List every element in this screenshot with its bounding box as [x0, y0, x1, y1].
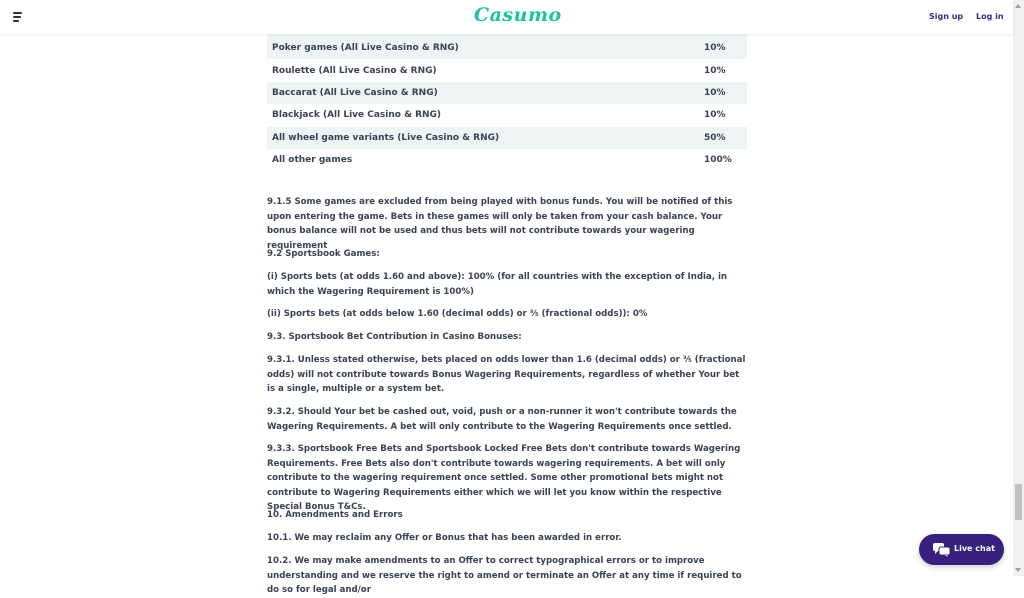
table-row	[267, 127, 747, 149]
table-row	[267, 37, 747, 59]
game-cell: Poker games (All Live Casino & RNG)	[267, 37, 699, 59]
table-row	[267, 82, 747, 104]
game-cell: All wheel game variants (Live Casino & RNG)	[267, 127, 699, 149]
login-link[interactable]: Log in	[976, 12, 1004, 21]
clause-9-3-2: 9.3.2. Should Your bet be cashed out, void, push or a non-runner it won't contribute towards the Wagering Requirements. A bet will only contribute to the Wagering Requirements once settled.	[267, 407, 737, 432]
vertical-scrollbar[interactable]	[1013, 0, 1024, 576]
clause-9-2-heading: 9.2 Sportsbook Games:	[267, 249, 380, 259]
clause-9-1-5: 9.1.5 Some games are excluded from being played with bonus funds. You will be notified of this upon entering the game. Bets in these games will only be taken from your cash balance. Your bonus balance will not be used and thus bets will not contribute towards your wagering requirement	[267, 197, 733, 251]
signup-link[interactable]: Sign up	[929, 12, 964, 21]
clause-9-2-i: (i) Sports bets (at odds 1.60 and above): 100% (for all countries with the exception of India, in which the Wagering Requirement is 100%)	[267, 272, 728, 297]
clause-9-3-heading: 9.3. Sportsbook Bet Contribution in Casino Bonuses:	[267, 332, 522, 342]
percent-cell: 10%	[704, 65, 726, 76]
game-cell: Roulette (All Live Casino & RNG)	[272, 65, 437, 76]
table-row	[267, 149, 747, 171]
live-chat-label: Live chat	[954, 544, 995, 553]
clause-10-2: 10.2. We may make amendments to an Offer to correct typographical errors or to improve understanding and we reserve the right to amend or terminate an Offer at any time if required to do so for legal and/or	[267, 556, 742, 595]
game-contribution-table	[267, 37, 747, 171]
clause-9-3-1: 9.3.1. Unless stated otherwise, bets placed on odds lower than 1.6 (decimal odds) or ⅗ (fractional odds) will not contribute towards Bonus Wagering Requirements, regardless of whether Your bet is a single, multiple or a system bet.	[267, 355, 746, 394]
clause-10-1: 10.1. We may reclaim any Offer or Bonus that has been awarded in error.	[267, 533, 622, 543]
percent-cell: 10%	[699, 37, 747, 59]
table-row	[267, 104, 747, 126]
game-cell: All other games	[272, 155, 353, 166]
clause-10-heading: 10. Amendments and Errors	[267, 510, 403, 520]
scroll-down-arrow-icon[interactable]	[1015, 568, 1021, 572]
clause-9-2-ii: (ii) Sports bets (at odds below 1.60 (decimal odds) or ⅗ (fractional odds)): 0%	[267, 309, 648, 319]
clause-9-3-3: 9.3.3. Sportsbook Free Bets and Sportsbook Locked Free Bets don't contribute towards Wagering Requirements. Free Bets also don't contribute towards wagering requirements. A bet will only contribute to the wagering requirement once settled. Some other promotional bets might not contribute to Wagering Requirements either which we will let you know within the respective Special Bonus T&Cs.	[267, 444, 741, 512]
scrollbar-thumb[interactable]	[1015, 484, 1022, 520]
percent-cell: 10%	[704, 110, 726, 121]
terms-content	[267, 34, 747, 171]
casumo-logo[interactable]: Casumo	[474, 4, 562, 26]
live-chat-button[interactable]	[919, 534, 1004, 565]
table-row	[267, 59, 747, 81]
game-cell: Blackjack (All Live Casino & RNG)	[272, 110, 442, 121]
scroll-up-arrow-icon[interactable]	[1015, 4, 1021, 8]
game-cell: Baccarat (All Live Casino & RNG)	[267, 82, 699, 104]
percent-cell: 100%	[704, 155, 732, 166]
percent-cell: 50%	[699, 127, 747, 149]
top-header	[0, 0, 1013, 34]
percent-cell: 10%	[699, 82, 747, 104]
chat-bubbles-icon	[933, 543, 951, 557]
hamburger-menu-icon[interactable]	[13, 12, 22, 22]
